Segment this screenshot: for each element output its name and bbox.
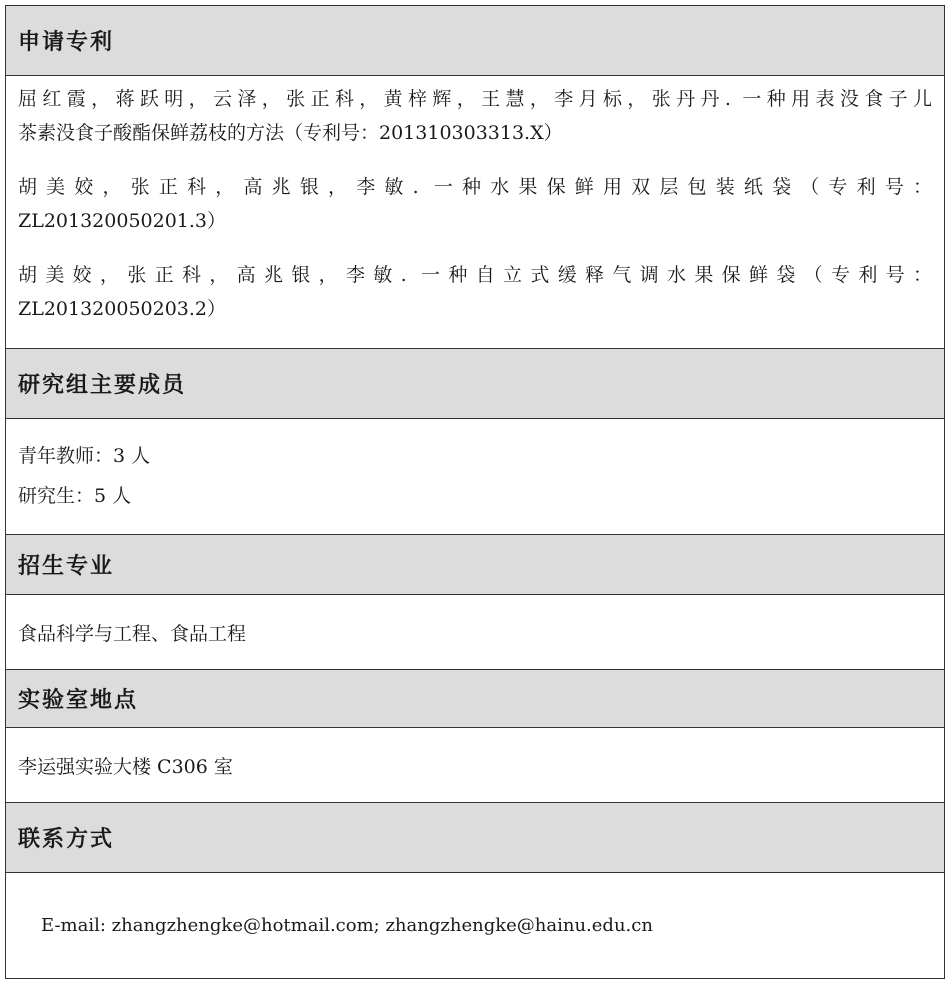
- section-title-majors: 招生专业: [18, 554, 115, 579]
- section-body-members: [6, 419, 944, 535]
- section-header-contact: [6, 803, 944, 873]
- patent-entry-3: [18, 258, 932, 326]
- section-body-contact: [6, 873, 944, 979]
- patent-entry-1-line2: 茶素没食子酸酯保鲜荔枝的方法（专利号：201310303313.X）: [18, 122, 563, 144]
- patent-entry-3-line1: 胡美姣，张正科，高兆银，李敏. 一种自立式缓释气调水果保鲜袋（专利号：: [18, 264, 932, 286]
- section-title-patents: 申请专利: [18, 30, 115, 55]
- patent-entry-2: [18, 170, 932, 238]
- member-line-students: 研究生：5 人: [18, 485, 132, 507]
- document-table: [5, 5, 945, 979]
- patent-entry-1-line1: 屈红霞，蒋跃明，云泽，张正科，黄梓辉，王慧，李月标，张丹丹. 一种用表没食子儿: [18, 88, 932, 110]
- location-text: 李运强实验大楼 C306 室: [18, 755, 233, 778]
- section-body-majors: [6, 595, 944, 670]
- section-title-location: 实验室地点: [18, 688, 139, 713]
- patent-entry-2-line2: ZL201320050201.3）: [18, 210, 227, 232]
- section-title-members: 研究组主要成员: [18, 373, 187, 398]
- section-header-members: [6, 349, 944, 419]
- member-line-teachers: 青年教师：3 人: [18, 445, 151, 467]
- patent-entry-2-line1: 胡美姣，张正科，高兆银，李敏. 一种水果保鲜用双层包装纸袋（专利号：: [18, 176, 932, 198]
- patent-entry-3-line2: ZL201320050203.2）: [18, 298, 227, 320]
- section-title-contact: 联系方式: [18, 827, 115, 852]
- section-body-location: [6, 728, 944, 803]
- section-header-patents: [6, 6, 944, 76]
- section-header-majors: [6, 535, 944, 595]
- majors-text: 食品科学与工程、食品工程: [18, 622, 247, 645]
- section-header-location: [6, 670, 944, 728]
- patent-entry-1: [18, 82, 932, 150]
- contact-email: E-mail: zhangzhengke@hotmail.com; zhangzhengke@hainu.edu.cn: [41, 915, 653, 936]
- section-body-patents: [6, 76, 944, 349]
